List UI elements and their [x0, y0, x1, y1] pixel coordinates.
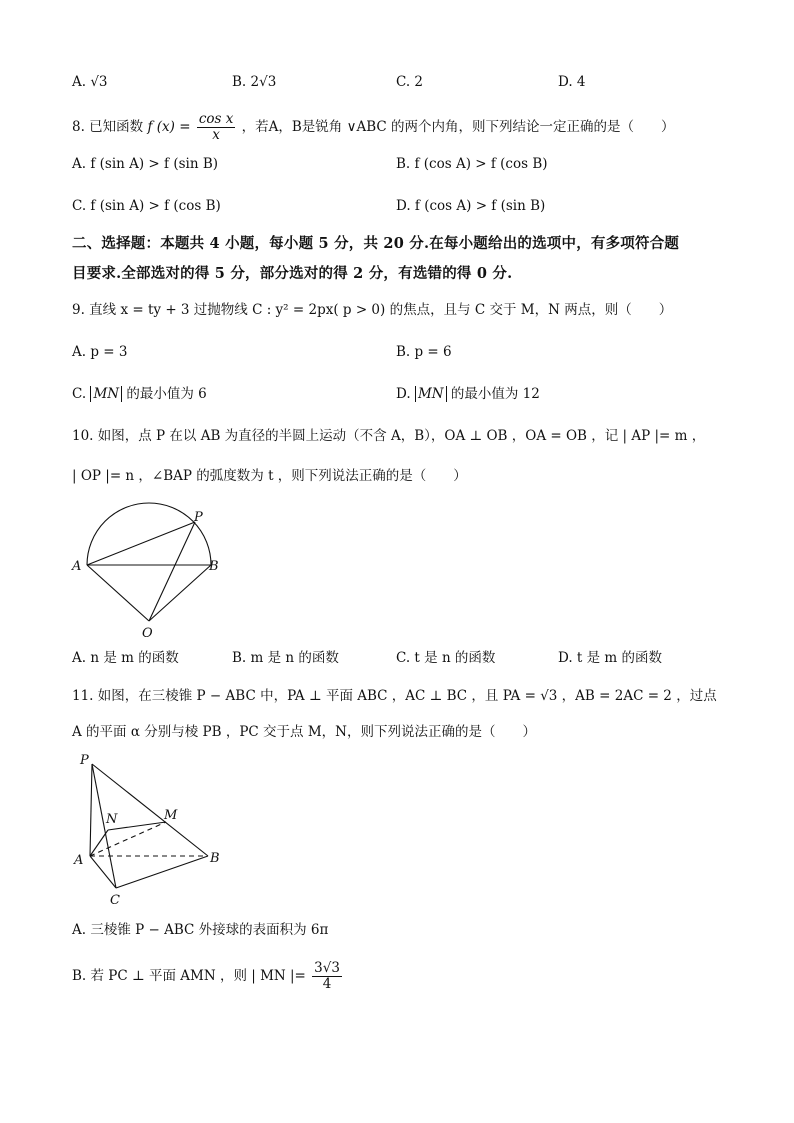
q10-label-a: A	[72, 559, 82, 574]
q9-option-d-abs: MN	[415, 386, 447, 402]
section2-line2: 目要求.全部选对的得 5 分，部分选对的得 2 分，有选错的得 0 分.	[72, 265, 513, 282]
q11-edge-bc	[116, 856, 208, 888]
q8-prefix: 8. 已知函数	[72, 119, 144, 135]
q11-label-p: P	[80, 753, 89, 768]
q9-option-c	[72, 384, 207, 404]
q9-option-d	[396, 384, 540, 404]
q11-option-b-num: 3√3	[314, 960, 340, 976]
q7-option-c: C. 2	[396, 74, 424, 90]
q7-option-a: A. √3	[72, 74, 108, 90]
q8-fraction	[197, 112, 236, 143]
q11-figure	[68, 750, 238, 910]
q8-fx: f (x) =	[147, 119, 191, 135]
q8-fraction-num: cos x	[198, 111, 234, 127]
q9-option-b: B. p = 6	[396, 344, 452, 360]
q10-label-p: P	[194, 510, 203, 525]
q8-fraction-den: x	[212, 127, 220, 143]
q11-option-a: A. 三棱锥 P − ABC 外接球的表面积为 6π	[72, 922, 329, 938]
q11-stem-line1: 11. 如图，在三棱锥 P − ABC 中，PA ⊥ 平面 ABC ，AC ⊥ BC ，且 PA = √3 ，AB = 2AC = 2 ，过点	[72, 688, 717, 704]
q7-option-b: B. 2√3	[232, 74, 277, 90]
q10-stem-line2: | OP |= n ，∠BAP 的弧度数为 t ，则下列说法正确的是（ ）	[72, 468, 467, 484]
q11-label-b: B	[210, 851, 220, 866]
q11-option-b-fraction	[312, 961, 342, 992]
q8-option-c: C. f (sin A) > f (cos B)	[72, 198, 221, 214]
q9-option-d-text: 的最小值为 12	[450, 386, 540, 402]
q11-edge-pb	[92, 764, 208, 856]
q11-stem-line2: A 的平面 α 分别与棱 PB ，PC 交于点 M，N，则下列说法正确的是（ ）	[72, 724, 536, 740]
q11-label-c: C	[110, 893, 120, 908]
q9-stem: 9. 直线 x = ty + 3 过抛物线 C : y² = 2px( p > 0) 的焦点，且与 C 交于 M，N 两点，则（ ）	[72, 302, 673, 318]
q7-option-d: D. 4	[558, 74, 586, 90]
q8-option-b: B. f (cos A) > f (cos B)	[396, 156, 548, 172]
q11-label-m: M	[164, 808, 178, 823]
q10-segment-ap	[87, 522, 195, 565]
q8-option-a: A. f (sin A) > f (sin B)	[72, 156, 219, 172]
q9-option-a: A. p = 3	[72, 344, 128, 360]
q10-option-a: A. n 是 m 的函数	[72, 650, 179, 666]
q11-edge-pa	[90, 764, 92, 856]
q10-label-o: O	[142, 626, 153, 641]
q11-label-a: A	[74, 853, 84, 868]
q10-segment-oa	[87, 565, 149, 621]
section2-line1: 二、选择题：本题共 4 小题，每小题 5 分，共 20 分.在每小题给出的选项中，有多项符合题	[72, 235, 680, 252]
q11-label-n: N	[106, 812, 118, 827]
q9-option-d-label: D.	[396, 386, 415, 402]
q10-figure	[68, 500, 238, 645]
q9-option-c-abs: MN	[90, 386, 122, 402]
q10-segment-op	[149, 522, 195, 621]
q10-option-c: C. t 是 n 的函数	[396, 650, 496, 666]
q9-option-c-label: C.	[72, 386, 91, 402]
q10-label-b: B	[209, 559, 219, 574]
q10-segment-ob	[149, 565, 211, 621]
q11-edge-ac	[90, 856, 116, 888]
q9-option-c-text: 的最小值为 6	[126, 386, 207, 402]
q8-rest: ，若A，B是锐角 ∨ABC 的两个内角，则下列结论一定正确的是（ ）	[241, 119, 675, 135]
q8-stem	[72, 112, 675, 143]
q11-option-b	[72, 958, 344, 994]
q10-option-d: D. t 是 m 的函数	[558, 650, 663, 666]
q10-semicircle	[87, 503, 211, 565]
q10-stem-line1: 10. 如图，点 P 在以 AB 为直径的半圆上运动（不含 A，B），OA ⊥ OB ，OA = OB ，记 | AP |= m ，	[72, 428, 706, 444]
q8-option-d: D. f (cos A) > f (sin B)	[396, 198, 546, 214]
q11-option-b-text: B. 若 PC ⊥ 平面 AMN ，则 | MN |=	[72, 968, 306, 984]
q11-option-b-den: 4	[322, 976, 332, 992]
q10-option-b: B. m 是 n 的函数	[232, 650, 339, 666]
